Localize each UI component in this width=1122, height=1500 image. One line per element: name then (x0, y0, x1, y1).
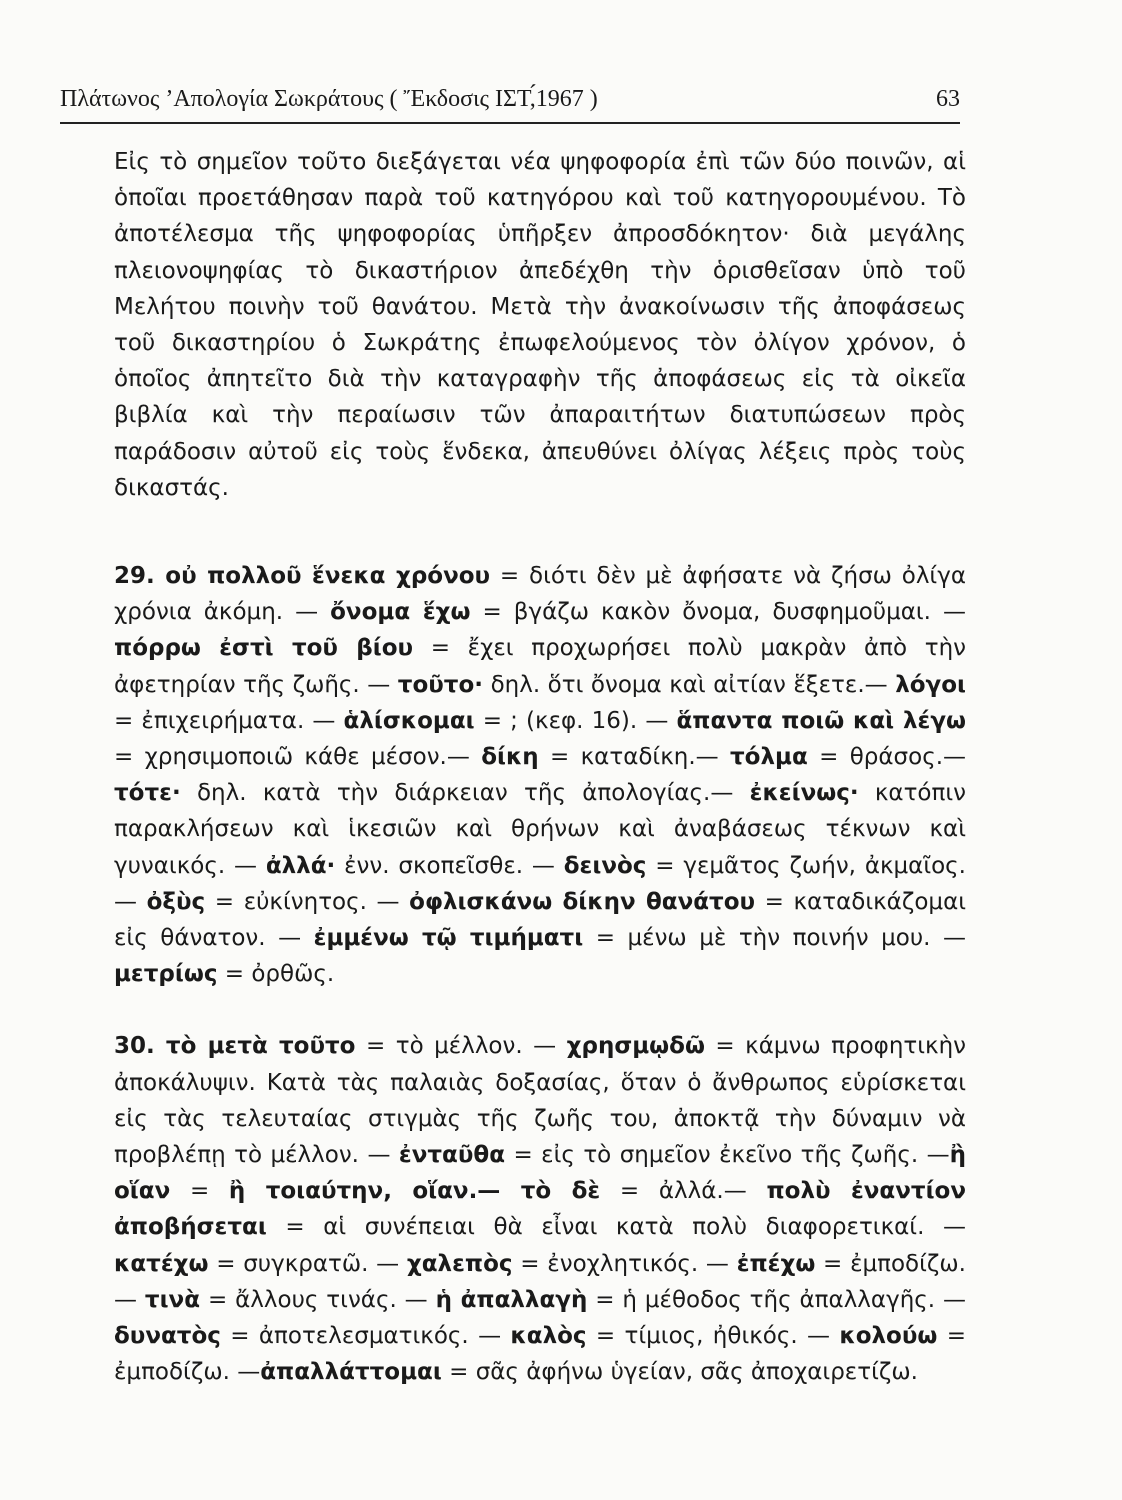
lemma-term: πολὺ ἐναντίον ἀποβήσεται (114, 1178, 966, 1241)
lemma-term: ἀλλά· (265, 852, 336, 879)
gloss-text: = συγκρατῶ. — (208, 1250, 407, 1277)
lemma-term: χρησμῳδῶ (566, 1033, 705, 1060)
commentary-body (114, 144, 966, 1391)
gloss-text: = ἀλλά.— (600, 1178, 767, 1205)
lemma-term: ὀφλισκάνω δίκην θανάτου (409, 888, 756, 915)
section-30 (114, 1028, 966, 1390)
lemma-term: ἀπαλλάττομαι (260, 1359, 442, 1386)
lemma-term: τὸ μετὰ τοῦτο (154, 1033, 356, 1060)
lemma-term: ἁλίσκομαι (343, 707, 475, 734)
gloss-text: = ἐμποδίζω. — (114, 1250, 966, 1313)
lemma-term: κατέχω (114, 1250, 209, 1277)
section-29 (114, 558, 966, 992)
lemma-term: ἐνταῦθα (398, 1142, 505, 1169)
gloss-text: ἐνν. σκοπεῖσθε. — (335, 852, 564, 879)
gloss-text: = χρησιμοποιῶ κάθε μέσον.— (114, 744, 482, 771)
gloss-text: = εὐκίνητος. — (205, 888, 410, 915)
gloss-text: = ἐπιχειρήματα. — (114, 707, 344, 734)
lemma-term: μετρίως (114, 961, 218, 988)
gloss-text: = ἀποτελεσματικός. — (220, 1323, 511, 1350)
gloss-text: = βγάζω κακὸν ὄνομα, δυσφημοῦμαι. — (470, 599, 966, 626)
lemma-term: ἅπαντα ποιῶ καὶ λέγω (676, 707, 966, 734)
gloss-text: = εἰς τὸ σημεῖον ἐκεῖνο τῆς ζωῆς. — (505, 1142, 950, 1169)
gloss-text: = ὀρθῶς. (217, 961, 335, 988)
lemma-term: ἐπέχω (736, 1250, 816, 1277)
lemma-term: ἢ οἵαν (114, 1142, 966, 1205)
section-number: 29. (114, 563, 155, 590)
lemma-term: ἡ ἀπαλλαγὴ (435, 1286, 588, 1313)
gloss-text: = κάμνω προφητικὴν ἀποκάλυψιν. Κατὰ τὰς παλαιὰς δοξασίας, ὅταν ὁ ἄνθρωπος εὑρίσκεται εἰς τὰς τελευταίας στιγμὰς τῆς ζωῆς του, ἀποκτᾷ τὴν δύναμιν νὰ προβλέπῃ τὸ μέλλον. — (114, 1033, 967, 1169)
gloss-text: = τὸ μέλλον. — (355, 1033, 567, 1060)
gloss-text: = τίμιος, ἠθικός. — (586, 1323, 840, 1350)
gloss-text: = ἡ μέθοδος τῆς ἀπαλλαγῆς. — (587, 1286, 966, 1313)
gloss-text: = γεμᾶτος ζωήν, ἀκμαῖος. — (114, 852, 966, 915)
section-gap (114, 506, 966, 558)
page-number: 63 (936, 86, 960, 112)
lemma-term: ἢ τοιαύτην, οἵαν.— τὸ δὲ (228, 1178, 601, 1205)
lemma-term: τοῦτο· (397, 671, 484, 698)
gloss-text: = θράσος.— (807, 744, 966, 771)
gloss-text: = σᾶς ἀφήνω ὑγείαν, σᾶς ἀποχαιρετίζω. (441, 1359, 918, 1386)
gloss-text: = ; (κεφ. 16). — (474, 707, 677, 734)
lemma-term: τότε· (114, 780, 181, 807)
lemma-term: λόγοι (895, 671, 966, 698)
header-rule (60, 122, 960, 124)
lemma-term: τόλμα (730, 744, 808, 771)
gloss-text: = διότι δὲν μὲ ἀφήσατε νὰ ζήσω ὀλίγα χρόνια ἀκόμη. — (114, 563, 966, 626)
lemma-term: δυνατὸς (114, 1323, 221, 1350)
running-header (60, 86, 960, 113)
gloss-text: = (170, 1178, 229, 1205)
gloss-text: = καταδίκη.— (538, 744, 730, 771)
lemma-term: οὐ πολλοῦ ἕνεκα χρόνου (154, 563, 491, 590)
lemma-term: ἐκείνως· (749, 780, 859, 807)
section-gap (114, 992, 966, 1028)
lemma-term: ὄνομα ἕχω (330, 599, 471, 626)
lemma-term: ἐμμένω τῷ τιμήματι (313, 925, 584, 952)
lemma-term: κολούω (839, 1323, 938, 1350)
gloss-text: = ἐμποδίζω. — (114, 1323, 967, 1386)
lemma-term: δίκη (481, 744, 539, 771)
gloss-text: κατόπιν παρακλήσεων καὶ ἱκεσιῶν καὶ θρήνων καὶ ἀναβάσεως τέκνων καὶ γυναικός. — (114, 780, 966, 879)
gloss-text: = αἱ συνέπειαι θὰ εἶναι κατὰ πολὺ διαφορετικαί. — (266, 1214, 966, 1241)
header-title: Πλάτωνος ’Απολογία Σωκράτους ( Ἔκδοσις ΙΣΤ,́1967 ) (60, 86, 598, 112)
gloss-text: δηλ. ὅτι ὄνομα καὶ αἰτίαν ἕξετε.— (483, 671, 896, 698)
lemma-term: χαλεπὸς (406, 1250, 513, 1277)
gloss-text: = ἄλλους τινάς. — (200, 1286, 436, 1313)
gloss-text: δηλ. κατὰ τὴν διάρκειαν τῆς ἀπολογίας.— (180, 780, 750, 807)
intro-paragraph: Εἰς τὸ σημεῖον τοῦτο διεξάγεται νέα ψηφοφορία ἐπὶ τῶν δύο ποινῶν, αἱ ὁποῖαι προετάθησαν παρὰ τοῦ κατηγόρου καὶ τοῦ κατηγορουμένου. Τὸ ἀποτέλεσμα τῆς ψηφοφορίας ὑπῆρξεν ἀπροσδόκητον· διὰ μεγάλης πλειονοψηφίας τὸ δικαστήριον ἀπεδέχθη τὴν ὁρισθεῖσαν ὑπὸ τοῦ Μελήτου ποινὴν τοῦ θανάτου. Μετὰ τὴν ἀνακοίνωσιν τῆς ἀποφάσεως τοῦ δικαστηρίου ὁ Σωκράτης ἐπωφελούμενος τὸν ὀλίγον χρόνον, ὁ ὁποῖος ἀπητεῖτο διὰ τὴν καταγραφὴν τῆς ἀποφάσεως εἰς τὰ οἰκεῖα βιβλία καὶ τὴν περαίωσιν τῶν ἀπαραιτήτων διατυπώσεων πρὸς παράδοσιν αὐτοῦ εἰς τοὺς ἕνδεκα, ἀπευθύνει ὀλίγας λέξεις πρὸς τοὺς δικαστάς. (114, 149, 966, 501)
gloss-text: = ἔχει προχωρήσει πολὺ μακρὰν ἀπὸ τὴν ἀφετηρίαν τῆς ζωῆς. — (114, 635, 966, 698)
lemma-term: πόρρω ἐστὶ τοῦ βίου (114, 635, 414, 662)
lemma-term: τινὰ (144, 1286, 201, 1313)
gloss-text: = μένω μὲ τὴν ποινήν μου. — (583, 925, 966, 952)
gloss-text: = ἐνοχλητικός. — (512, 1250, 737, 1277)
lemma-term: ὀξὺς (146, 888, 206, 915)
gloss-text: = καταδικάζομαι εἰς θάνατον. — (114, 888, 967, 952)
lemma-term: καλὸς (510, 1323, 587, 1350)
section-number: 30. (114, 1033, 155, 1060)
lemma-term: δεινὸς (563, 852, 647, 879)
